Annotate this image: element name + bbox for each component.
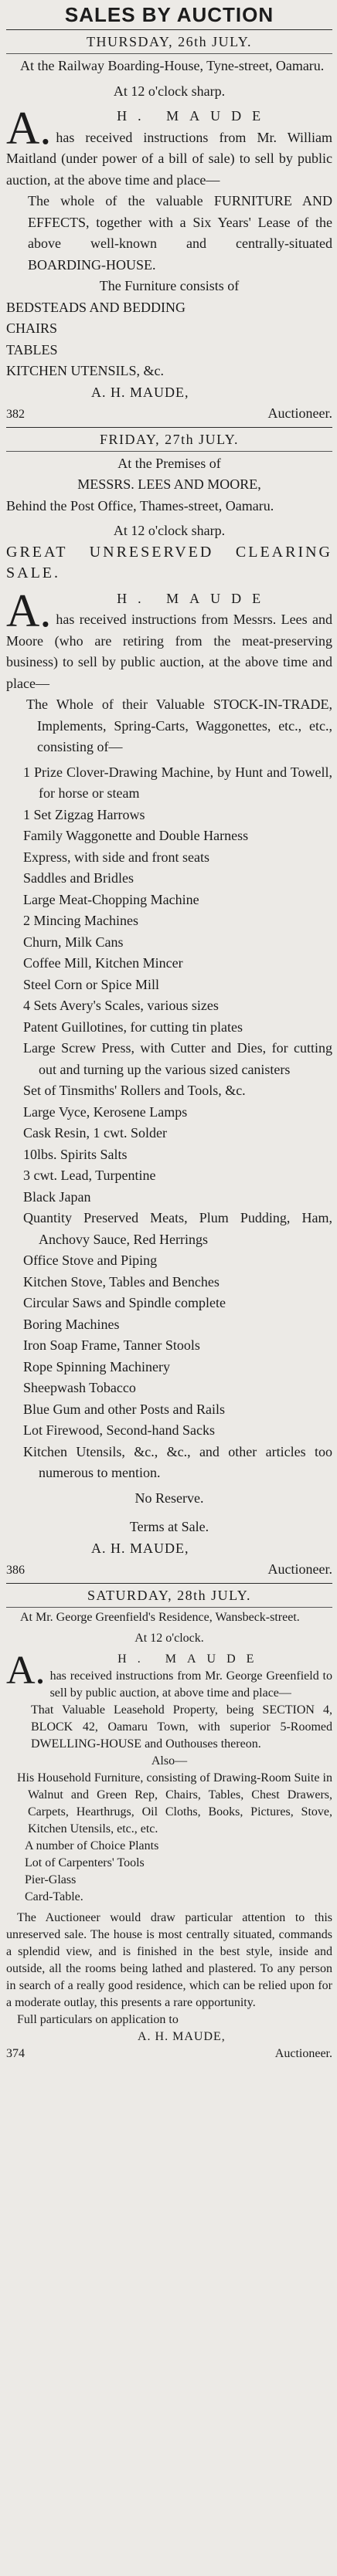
sale1-location: At the Railway Boarding-House, Tyne-street, Oamaru. — [20, 58, 325, 73]
sale2-premises: At the Premises of — [117, 455, 221, 471]
list-item: Black Japan — [23, 1188, 91, 1205]
sale3-property: That Valuable Leasehold Property, being SECTION 4, BLOCK 42, Oamaru Town, with superior 5-Roomed DWELLING-HOUSE and Outhouses thereon. — [31, 1703, 332, 1751]
sale3-note: The Auctioneer would draw particular attention to this unreserved sale. The house is most centrally situated, commands a splendid view, and is finished in the best style, inside and outside, all the rooms being lathed and plastered. To any person in search of a really good residence, which can be relied upon for a moderate outlay, this presents a rare opportunity. — [6, 1910, 332, 2009]
sale3-time: At 12 o'clock. — [134, 1631, 204, 1645]
sale2-intro: has received instructions from Messrs. Lees and Moore (who are retiring from the meat-preserving business) to sell by public auction, at the above time and place— — [6, 612, 332, 691]
sale1-ref: 382 — [6, 408, 25, 421]
sale1-date: THURSDAY, 26th JULY. — [87, 34, 252, 49]
list-item: CHAIRS — [6, 320, 58, 336]
sale1-role: Auctioneer. — [267, 405, 332, 421]
list-item: Churn, Milk Cans — [23, 934, 124, 950]
sale2-end-rule — [6, 1583, 332, 1584]
list-item: Sheepwash Tobacco — [23, 1380, 136, 1395]
sale1-time: At 12 o'clock sharp. — [113, 83, 226, 99]
list-item: Steel Corn or Spice Mill — [23, 976, 159, 992]
sale2-time: At 12 o'clock sharp. — [113, 523, 226, 538]
list-item: Large Vyce, Kerosene Lamps — [23, 1103, 188, 1120]
sale3-household: His Household Furniture, consisting of Drawing-Room Suite in Walnut and Green Rep, Chairs, Tables, Chest Drawers, Carpets, Hearthrugs, Oil Cloths, Books, Pictures, Stove, Kitchen Utensils, etc., etc. — [17, 1771, 332, 1835]
list-item: 2 Mincing Machines — [23, 913, 138, 928]
sale1-auctioneer-head: H. MAUDE — [117, 108, 272, 124]
list-item: 1 Set Zigzag Harrows — [23, 806, 145, 822]
list-item: Saddles and Bridles — [23, 870, 134, 886]
list-item: A number of Choice Plants — [25, 1839, 159, 1852]
sale1-furniture-intro: The Furniture consists of — [99, 278, 240, 293]
sale2-date: FRIDAY, 27th JULY. — [100, 431, 239, 447]
sale3-signature: A. H. MAUDE, — [138, 2029, 226, 2043]
list-item: Boring Machines — [23, 1316, 120, 1332]
list-item: Circular Saws and Spindle complete — [23, 1295, 226, 1310]
sale2-signature: A. H. MAUDE, — [91, 1540, 189, 1556]
sale3-date: SATURDAY, 28th JULY. — [87, 1587, 251, 1603]
sale-thursday — [6, 32, 332, 428]
masthead: SALES BY AUCTION — [64, 3, 274, 26]
list-item: Kitchen Stove, Tables and Benches — [23, 1273, 220, 1290]
list-item: Large Screw Press, with Cutter and Dies, for cutting out and turning up the various sized canisters — [23, 1040, 332, 1077]
sale3-auctioneer-head: H. MAUDE — [117, 1652, 265, 1666]
list-item: Patent Guillotines, for cutting tin plates — [23, 1019, 243, 1035]
list-item: Blue Gum and other Posts and Rails — [23, 1401, 225, 1417]
sale2-footer-row — [6, 1559, 332, 1581]
sale3-intro: has received instructions from Mr. George Greenfield to sell by public auction, at above time and place— — [49, 1669, 332, 1700]
sale2-location: Behind the Post Office, Thames-street, Oamaru. — [6, 497, 274, 514]
sale2-ref: 386 — [6, 1564, 25, 1577]
sale3-full: Full particulars on application to — [17, 2012, 179, 2026]
list-item: Coffee Mill, Kitchen Mincer — [23, 955, 183, 971]
sale3-location: At Mr. George Greenfield's Residence, Wansbeck-street. — [20, 1610, 300, 1624]
sale3-role: Auctioneer. — [274, 2046, 332, 2060]
list-item: Kitchen Utensils, &c., &c., and other articles too numerous to mention. — [23, 1443, 332, 1480]
sale3-signature-row — [6, 2029, 332, 2046]
list-item: Rope Spinning Machinery — [23, 1358, 170, 1374]
sale2-firm: MESSRS. LEES AND MOORE, — [77, 476, 261, 492]
sale3-announcement — [6, 1648, 332, 1702]
list-item: Iron Soap Frame, Tanner Stools — [23, 1337, 200, 1353]
sale2-dropcap: A. — [6, 585, 52, 636]
sale2-date-rule — [6, 451, 332, 452]
sale2-role: Auctioneer. — [267, 1561, 332, 1577]
sale1-date-rule — [6, 53, 332, 54]
sale3-also: Also— — [151, 1754, 188, 1768]
sale1-items — [6, 297, 332, 382]
list-item: KITCHEN UTENSILS, &c. — [6, 363, 164, 378]
sale2-auctioneer-head: H. MAUDE — [117, 590, 272, 606]
sale-friday — [6, 429, 332, 1584]
list-item: Lot of Carpenters' Tools — [25, 1856, 145, 1869]
sale1-footer-row — [6, 403, 332, 425]
list-item: Quantity Preserved Meats, Plum Pudding, Ham, Anchovy Sauce, Red Herrings — [23, 1210, 332, 1247]
sale1-signature-row — [6, 382, 332, 404]
sale1-announcement — [6, 103, 332, 191]
sale1-description: The whole of the valuable FURNITURE AND EFFECTS, together with a Six Years' Lease of the above well-known and centrally-situated BOARDING-HOUSE. — [28, 193, 332, 273]
sale2-items — [6, 762, 332, 1484]
list-item: Cask Resin, 1 cwt. Solder — [23, 1125, 167, 1141]
sale3-date-rule — [6, 1607, 332, 1608]
sale3-dropcap: A. — [6, 1648, 46, 1693]
sale2-signature-row — [6, 1538, 332, 1560]
sale2-terms: Terms at Sale. — [129, 1519, 209, 1534]
list-item: 3 cwt. Lead, Turpentine — [23, 1168, 156, 1183]
sale1-end-rule — [6, 427, 332, 428]
sale2-announcement — [6, 585, 332, 695]
sale2-reserve: No Reserve. — [134, 1490, 204, 1506]
list-item: Card-Table. — [25, 1890, 83, 1903]
sale3-extras — [6, 1838, 332, 1906]
sale2-lead: The Whole of their Valuable STOCK-IN-TRADE, Implements, Spring-Carts, Waggonettes, etc., etc., consisting of— — [26, 697, 332, 754]
masthead-rule — [6, 29, 332, 30]
auction-column — [6, 0, 332, 2062]
sale1-signature: A. H. MAUDE, — [91, 384, 189, 400]
sale3-ref: 374 — [6, 2046, 25, 2060]
list-item: Pier-Glass — [25, 1873, 77, 1886]
sale1-intro: has received instructions from Mr. William Maitland (under power of a bill of sale) to sell by public auction, at the above time and place— — [6, 129, 332, 188]
list-item: Family Waggonette and Double Harness — [23, 828, 249, 843]
list-item: Office Stove and Piping — [23, 1252, 158, 1268]
sale3-footer-row — [6, 2046, 332, 2062]
sale1-dropcap: A. — [6, 103, 52, 154]
list-item: Set of Tinsmiths' Rollers and Tools, &c. — [23, 1083, 246, 1098]
list-item: TABLES — [6, 341, 58, 358]
list-item: Express, with side and front seats — [23, 849, 209, 865]
list-item: 1 Prize Clover-Drawing Machine, by Hunt and Towell, for horse or steam — [23, 764, 332, 801]
sale-saturday — [6, 1585, 332, 2062]
list-item: Lot Firewood, Second-hand Sacks — [23, 1422, 215, 1438]
list-item: BEDSTEADS AND BEDDING — [6, 299, 186, 315]
list-item: Large Meat-Chopping Machine — [23, 891, 199, 907]
list-item: 10lbs. Spirits Salts — [23, 1146, 128, 1162]
sale2-headline: GREAT UNRESERVED CLEARING SALE. — [6, 543, 332, 581]
list-item: 4 Sets Avery's Scales, various sizes — [23, 998, 219, 1013]
